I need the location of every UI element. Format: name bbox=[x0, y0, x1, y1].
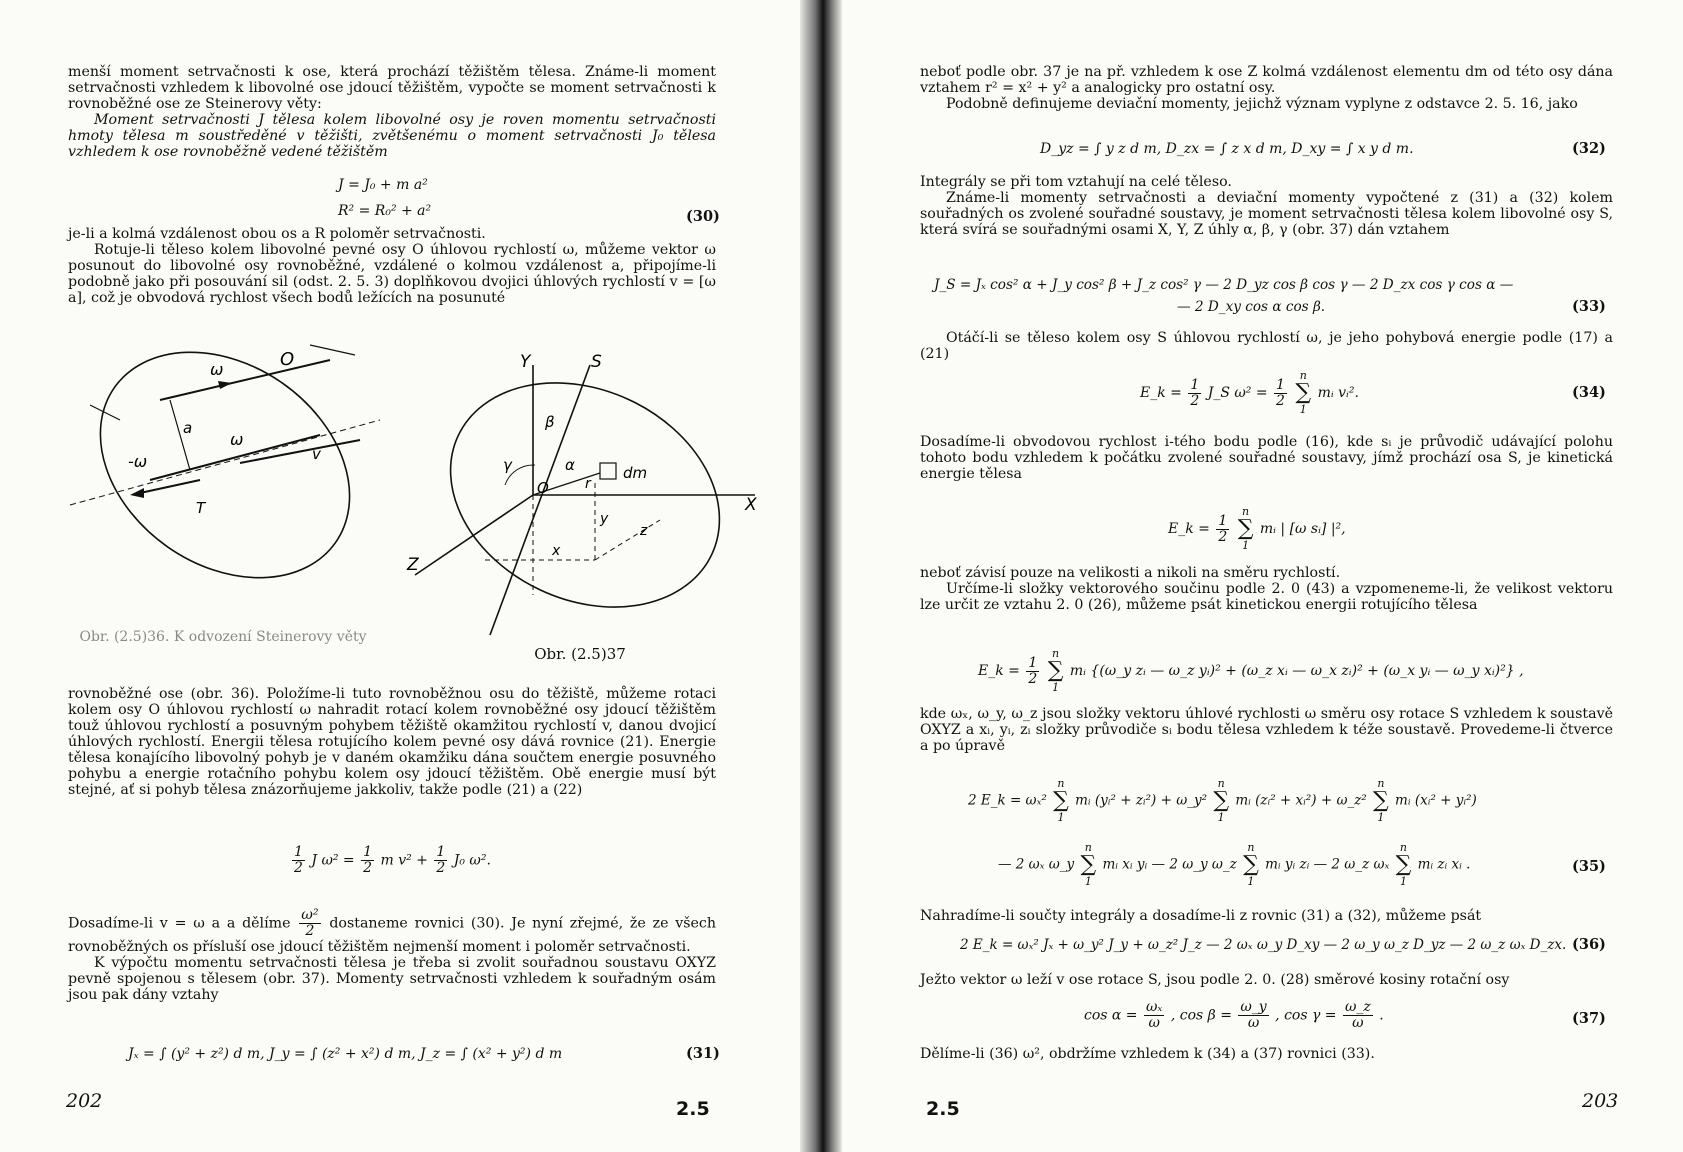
right-top-paragraph bbox=[920, 64, 1613, 112]
known-text: Známe-li momenty setrvačnosti a deviační momenty vypočtené z (31) a (32) kolem souřadných os zvolené souřadné soustavy, je moment setrvačnosti tělesa kolem libovolné osy S, která svírá se souřadnými osami X, Y, Z úhly α, β, γ (obr. 37) dán vztahem bbox=[920, 190, 1613, 238]
fig37-axis-s bbox=[490, 365, 590, 635]
right-divide-paragraph bbox=[920, 1046, 1613, 1062]
eq-energy-balance: $\frac{1}{2}$ J ω² = $\frac{1}{2}$ m v² + $\frac{1}{2}$ J₀ ω². bbox=[294, 844, 491, 876]
fig37-label-x-small: x bbox=[552, 543, 561, 559]
replace-text: Nahradíme-li součty integrály a dosadíme-li z rovnic (31) a (32), můžeme psát bbox=[920, 908, 1482, 924]
right-depends-paragraph bbox=[920, 565, 1613, 613]
intro-text: menší moment setrvačnosti k ose, která prochází těžištěm tělesa. Známe-li moment setrvačnosti vzhledem k libovolné ose jdoucí těžištěm, vypočte se moment setrvačnosti k rovnoběžné ose ze Steinerovy věty: bbox=[68, 64, 716, 112]
eq31-number: (31) bbox=[686, 1045, 720, 1062]
subst-text: Dosadíme-li v = ω a a dělíme $\frac{\text{ω²}}{2}$ dostaneme rovnici (30). Je nyní zřejmé, že ze všech rovnoběžných os přísluší ose jdoucí těžištěm nejmenší moment i poloměr setrvačnosti. bbox=[68, 907, 717, 955]
compute-text: K výpočtu momentu setrvačnosti tělesa je třeba si zvolit souřadnou soustavu OXYZ pevně spojenou s tělesem (obr. 37). Momenty setrvačnosti vzhledem k souřadným osám jsou pak dány vztahy bbox=[68, 955, 716, 1003]
a-definition: je-li a kolmá vzdálenost obou os a R poloměr setrvačnosti. bbox=[68, 226, 486, 242]
fig36-omega-arrowhead bbox=[218, 381, 232, 389]
fig37-label-y: Y bbox=[520, 352, 531, 372]
fig36-label-minus-omega: -ω bbox=[128, 452, 148, 471]
fig36-label-t: T bbox=[196, 499, 206, 517]
right-section-label: 2.5 bbox=[926, 1098, 960, 1120]
eq34: E_k = $\frac{1}{2}$ J_S ω² = $\frac{1}{2}$ n ∑ 1 mᵢ vᵢ². bbox=[1140, 369, 1359, 416]
fig36-minus-omega-arrow bbox=[140, 480, 200, 493]
fig36-caption: Obr. (2.5)36. K odvození Steinerovy věty bbox=[79, 629, 367, 645]
right-page-number: 203 bbox=[1582, 1090, 1619, 1112]
where-text: kde ωₓ, ω_y, ω_z jsou složky vektoru úhlové rychlosti ω směru osy rotace S vzhledem k soustavě OXYZ a xᵢ, yᵢ, zᵢ složky průvodiče sᵢ bodu tělesa vzhledem k téže soustavě. Provedeme-li čtverce a po úpravě bbox=[920, 706, 1613, 754]
fig37-label-z: Z bbox=[407, 555, 419, 575]
fig36-label-a: a bbox=[183, 419, 193, 437]
fig37-label-o: O bbox=[537, 479, 549, 497]
fig37-label-r: r bbox=[585, 476, 591, 492]
eq35-line2: — 2 ωₓ ω_y n ∑ 1 mᵢ xᵢ yᵢ — 2 ω_y ω_z n ∑ 1 mᵢ yᵢ zᵢ — 2 ω_z ωₓ n ∑ 1 mᵢ zᵢ xᵢ . bbox=[998, 841, 1471, 888]
eq32: D_yz = ∫ y z d m, D_zx = ∫ z x d m, D_xy = ∫ x y d m. bbox=[1040, 141, 1414, 157]
left-page-number: 202 bbox=[66, 1090, 103, 1112]
eq37-number: (37) bbox=[1572, 1010, 1606, 1027]
eq31: Jₓ = ∫ (y² + z²) d m, J_y = ∫ (z² + x²) d m, J_z = ∫ (x² + y²) d m bbox=[128, 1046, 563, 1062]
parallel-text: rovnoběžné ose (obr. 36). Položíme-li tuto rovnoběžnou osu do těžiště, můžeme rotaci kolem osy O úhlovou rychlostí ω nahradit rotací kolem rovnoběžné osy jdoucí těžištěm touž úhlovou rychlostí a posuvným pohybem těžiště okamžitou rychlostí v, danou dvojicí úhlových rychlostí. Energii tělesa rotujícího kolem pevné osy dává rovnice (21). Energie tělesa konajícího libovolný pohyb je v daném okamžiku dána součtem energie posuvného pohybu a energie rotačního pohybu kolem osy jdoucí těžištěm. Obě energie musí být stejné, ať si pohyb tělesa znázorňujeme jakkoliv, takže podle (21) a (22) bbox=[68, 686, 716, 798]
book-gutter bbox=[800, 0, 842, 1152]
figure-36 bbox=[60, 335, 400, 610]
fig37-label-x: X bbox=[745, 495, 757, 515]
eq33-line2: — 2 D_xy cos α cos β. bbox=[1177, 299, 1326, 315]
eq35-line1: 2 E_k = ωₓ² n ∑ 1 mᵢ (yᵢ² + zᵢ²) + ω_y² n ∑ 1 mᵢ (zᵢ² + xᵢ²) + ω_z² n ∑ 1 mᵢ (xᵢ² + yᵢ²) bbox=[968, 777, 1477, 824]
right-known-paragraph bbox=[920, 174, 1613, 238]
right-page bbox=[842, 0, 1683, 1152]
eq32-number: (32) bbox=[1572, 140, 1606, 157]
left-page bbox=[0, 0, 800, 1152]
eq30-number: (30) bbox=[686, 208, 720, 225]
eq30-line2: R² = R₀² + a² bbox=[338, 203, 432, 219]
rotation-text: Rotuje-li těleso kolem libovolné pevné osy O úhlovou rychlostí ω, můžeme vektor ω posunout do libovolné osy rovnoběžné, vzdálené o kolmou vzdálenost a, připojíme-li podobně jako při posouvání sil (odst. 2. 5. 3) doplňkovou dvojici úhlových rychlostí v = [ω a], což je obvodová rychlost všech bodů ležících na posunuté bbox=[68, 242, 716, 306]
eq36: 2 E_k = ωₓ² Jₓ + ω_y² J_y + ω_z² J_z — 2 ωₓ ω_y D_xy — 2 ω_y ω_z D_yz — 2 ω_z ωₓ D_zx. bbox=[960, 937, 1567, 953]
left-intro-paragraph bbox=[68, 64, 716, 160]
eq37: cos α = $\frac{\text{ωₓ}}{\omega}$ , cos β = $\frac{\omega\_y}{\omega}$ , cos γ = $\frac{\omega\_z}{\omega}$ . bbox=[1084, 999, 1384, 1031]
right-vector-paragraph bbox=[920, 972, 1613, 988]
left-subst-paragraph bbox=[68, 908, 716, 1003]
since-vector-text: Ježto vektor ω leží v ose rotace S, jsou podle 2. 0. (28) směrové kosiny rotační osy bbox=[920, 972, 1510, 988]
fig37-label-z-small: z bbox=[640, 523, 648, 539]
eq36-number: (36) bbox=[1572, 936, 1606, 953]
fig36-hatch-top bbox=[310, 345, 355, 355]
figure-37 bbox=[395, 345, 780, 640]
right-rotating-paragraph bbox=[920, 330, 1613, 362]
right-where-paragraph bbox=[920, 706, 1613, 754]
rotating-text: Otáčí-li se těleso kolem osy S úhlovou rychlostí ω, je jeho pohybová energie podle (17) a (21) bbox=[920, 330, 1613, 362]
eq34-number: (34) bbox=[1572, 384, 1606, 401]
fig37-label-gamma: γ bbox=[503, 456, 512, 474]
fig37-axis-z bbox=[415, 495, 533, 575]
eq-kinetic: E_k = $\frac{1}{2}$ n ∑ 1 mᵢ | [ω sᵢ] |², bbox=[1168, 505, 1346, 552]
since-text: neboť podle obr. 37 je na př. vzhledem k ose Z kolmá vzdálenost elementu dm od této osy dána vztahem r² = x² + y² a analogicky pro ostatní osy. bbox=[920, 64, 1613, 96]
fig37-body-outline bbox=[414, 345, 757, 640]
eq30-line1: J = J₀ + m a² bbox=[338, 177, 428, 193]
fig37-label-beta: β bbox=[545, 413, 555, 431]
left-parallel-paragraph bbox=[68, 686, 716, 798]
divide-text: Dělíme-li (36) ω², obdržíme vzhledem k (34) a (37) rovnici (33). bbox=[920, 1046, 1375, 1062]
fig36-minus-omega-head bbox=[130, 488, 144, 498]
fig36-label-o: O bbox=[280, 349, 295, 370]
fig37-label-dm: dm bbox=[623, 464, 648, 482]
right-substitute-paragraph bbox=[920, 434, 1613, 482]
steiner-statement: Moment setrvačnosti J tělesa kolem libovolné osy je roven momentu setrvačnosti hmoty tělesa m soustředěné v těžišti, zvětšenému o moment setrvačnosti J₀ tělesa vzhledem k ose rovnoběžně vedené těžištěm bbox=[68, 112, 716, 160]
eq-kinetic-full: E_k = $\frac{1}{2}$ n ∑ 1 mᵢ {(ω_y zᵢ — ω_z yᵢ)² + (ω_z xᵢ — ω_x zᵢ)² + (ω_x yᵢ — ω_y xᵢ)²} , bbox=[978, 647, 1524, 694]
left-rotation-paragraph bbox=[68, 226, 716, 306]
depends-text: neboť závisí pouze na velikosti a nikoli na směru rychlostí. bbox=[920, 565, 1341, 581]
integrals-text: Integrály se při tom vztahují na celé těleso. bbox=[920, 174, 1232, 190]
fig37-label-alpha: α bbox=[565, 456, 575, 474]
fig37-caption: Obr. (2.5)37 bbox=[534, 645, 626, 663]
fig37-label-s: S bbox=[591, 352, 602, 372]
fig37-label-y-small: y bbox=[600, 511, 609, 527]
fig37-dm-box bbox=[600, 463, 616, 479]
eq35-number: (35) bbox=[1572, 858, 1606, 875]
deviation-text: Podobně definujeme deviační momenty, jejichž význam vyplyne z odstavce 2. 5. 16, jako bbox=[946, 96, 1578, 112]
eq33-line1: J_S = Jₓ cos² α + J_y cos² β + J_z cos² γ — 2 D_yz cos β cos γ — 2 D_zx cos γ cos α — bbox=[934, 277, 1514, 293]
eq33-number: (33) bbox=[1572, 298, 1606, 315]
fig36-body-outline bbox=[60, 335, 393, 610]
fig36-label-omega2: ω bbox=[230, 430, 244, 449]
left-section-label: 2.5 bbox=[676, 1098, 710, 1120]
substitute-text: Dosadíme-li obvodovou rychlost i-tého bodu podle (16), kde sᵢ je průvodič udávající polohu tohoto bodu vzhledem k počátku zvolené souřadné soustavy, jímž prochází osa S, je kinetická energie tělesa bbox=[920, 434, 1613, 482]
components-text: Určíme-li složky vektorového součinu podle 2. 0 (43) a vzpomeneme-li, že velikost vektoru lze určit ze vztahu 2. 0 (26), můžeme psát kinetickou energii rotujícího tělesa bbox=[920, 581, 1613, 613]
fig36-axis-o bbox=[160, 360, 330, 400]
right-replace-paragraph bbox=[920, 908, 1613, 924]
fig36-label-omega: ω bbox=[210, 360, 224, 379]
fig36-label-v: v bbox=[312, 445, 321, 463]
